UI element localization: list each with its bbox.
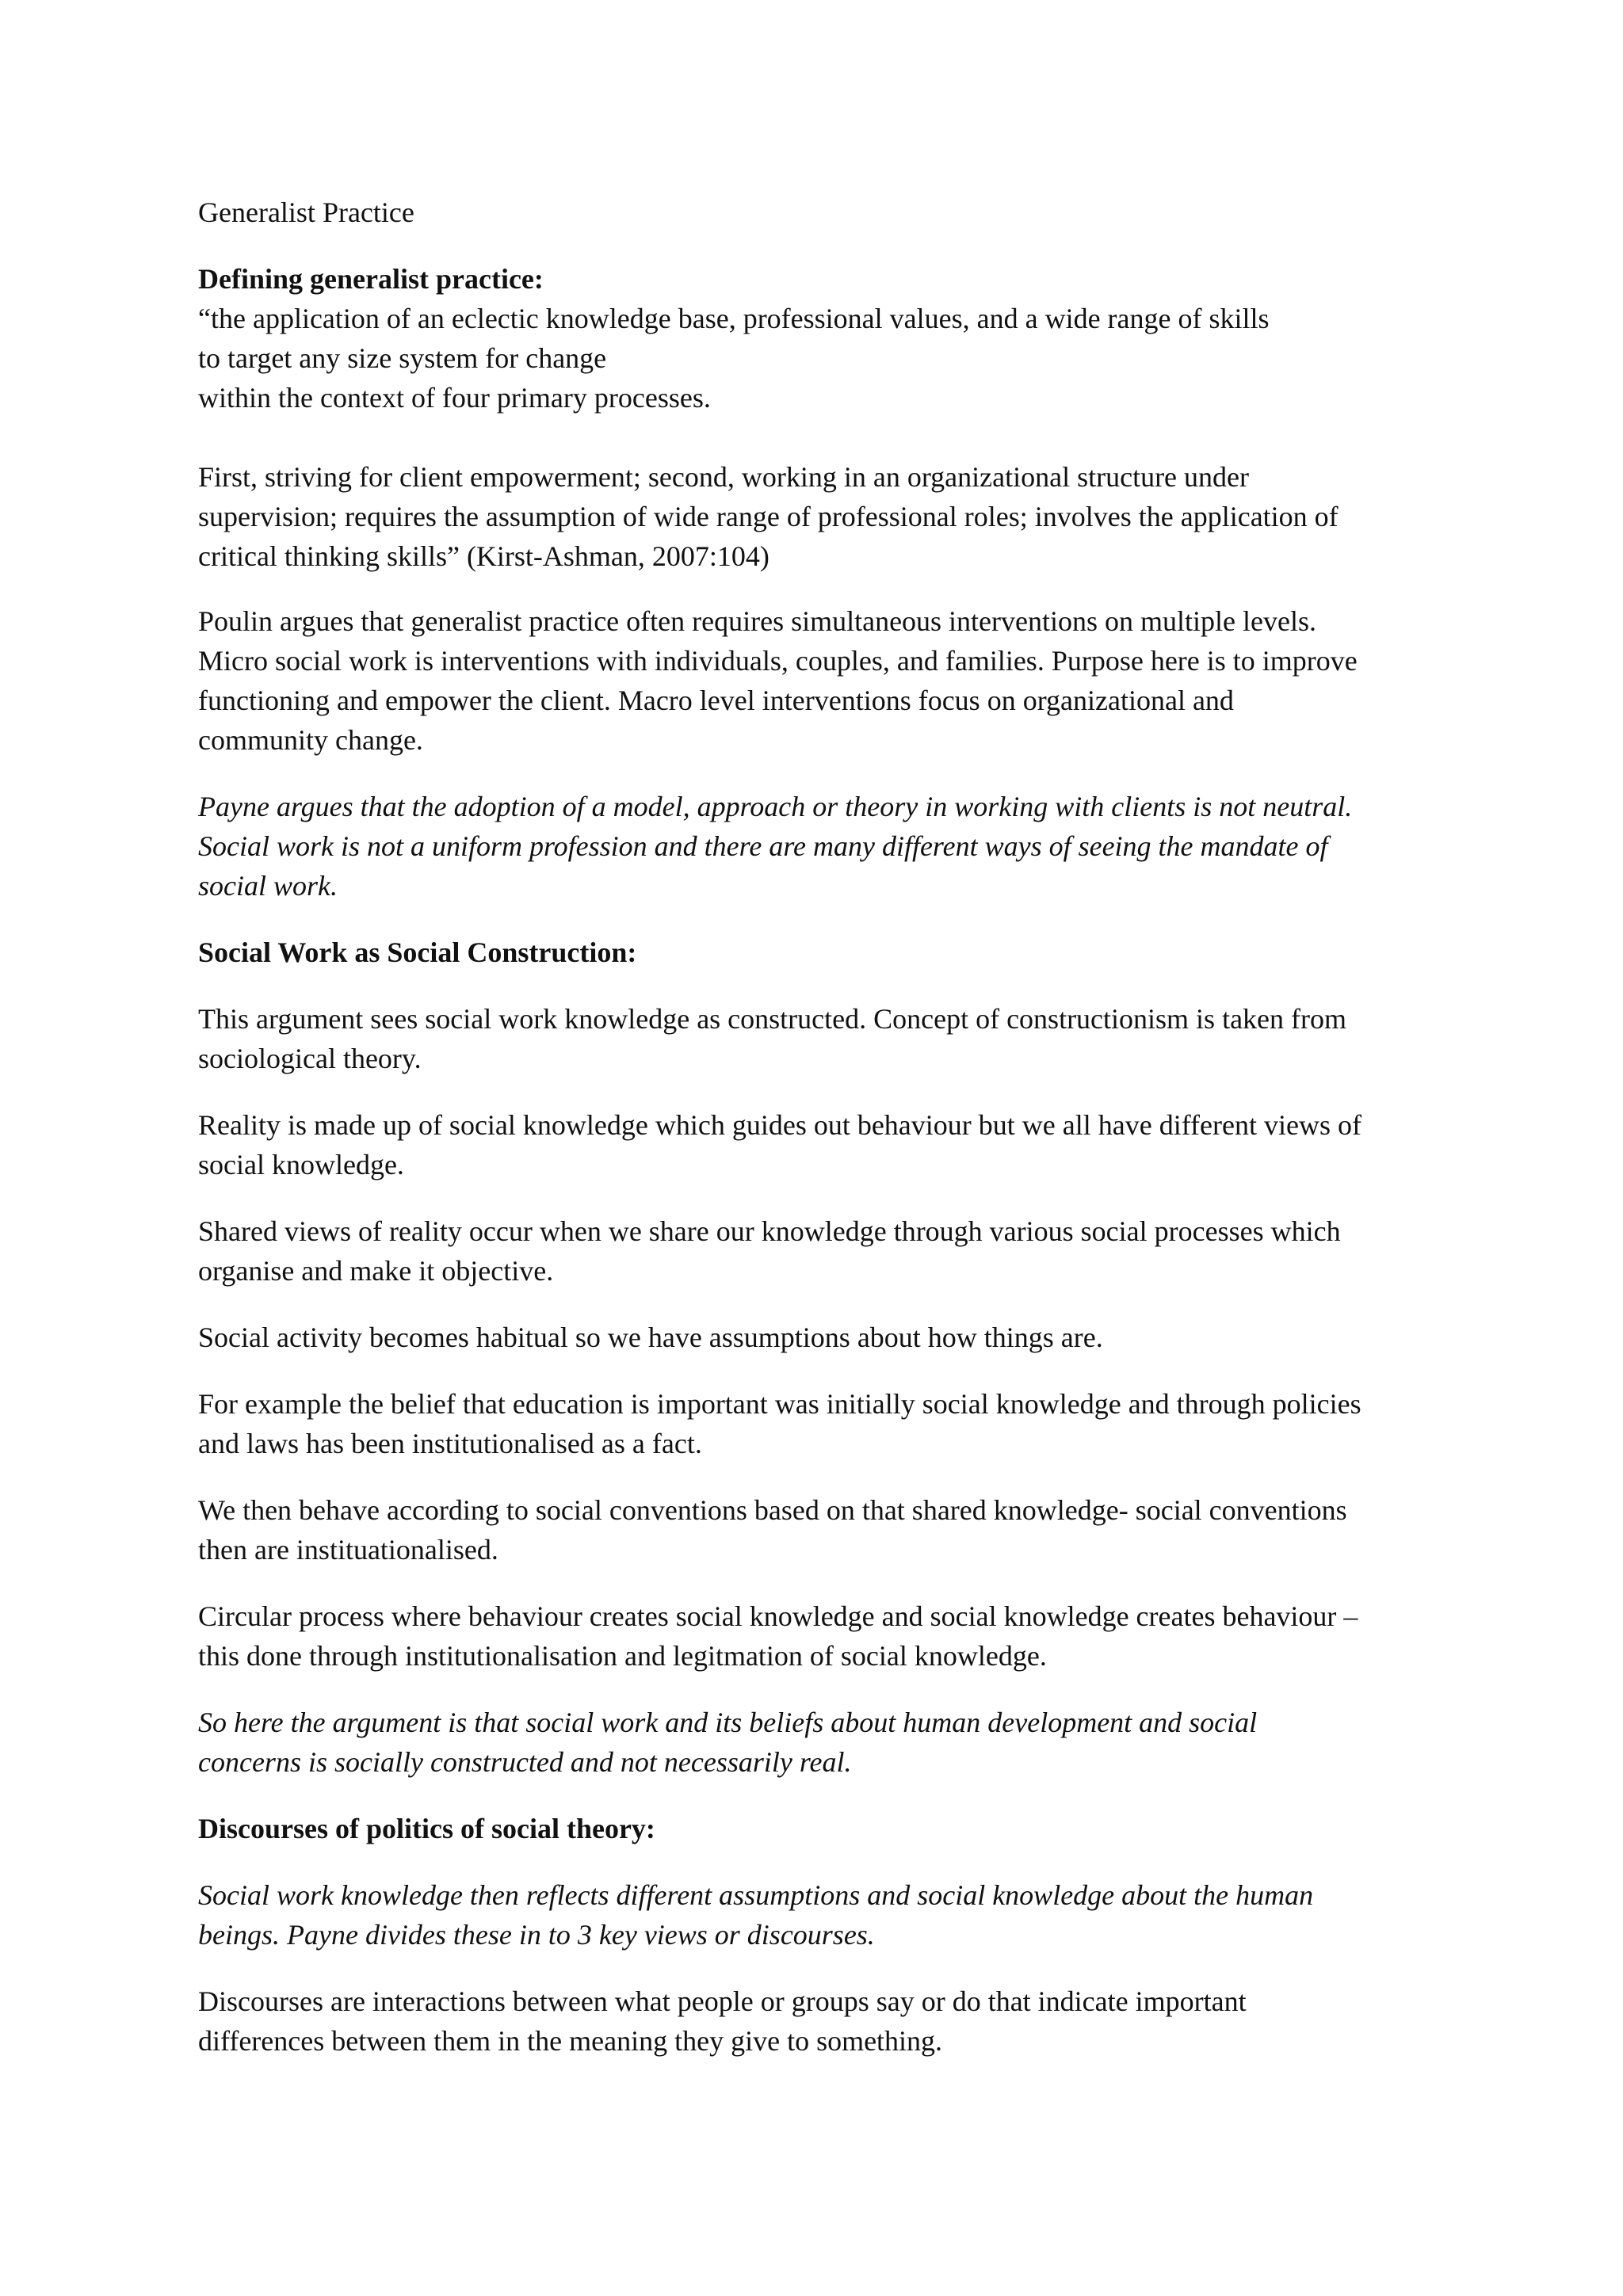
paragraph-line: Social work knowledge then reflects different assumptions and social knowledge about the human [198, 1879, 1314, 1911]
construction-paragraph [198, 1318, 1450, 1357]
document-body [198, 193, 1450, 2088]
document-title-text: Generalist Practice [198, 196, 414, 228]
section-heading-text: Discourses of politics of social theory: [198, 1813, 655, 1844]
discourses-italic-paragraph [198, 1875, 1450, 1955]
paragraph-line: sociological theory. [198, 1043, 422, 1074]
paragraph-line: functioning and empower the client. Macro level interventions focus on organizational and [198, 685, 1234, 716]
construction-paragraph [198, 1596, 1450, 1676]
paragraph-line: So here the argument is that social work and its beliefs about human development and social [198, 1707, 1258, 1738]
construction-paragraph [198, 1211, 1450, 1291]
definition-line: critical thinking skills” (Kirst-Ashman, 2007:104) [198, 540, 769, 572]
paragraph-line: differences between them in the meaning they give to something. [198, 2025, 943, 2057]
blank-line [198, 418, 1450, 457]
definition-line: to target any size system for change [198, 342, 607, 374]
construction-paragraph [198, 1105, 1450, 1184]
construction-paragraph [198, 999, 1450, 1078]
definition-line: “the application of an eclectic knowledge base, professional values, and a wide range of skills [198, 303, 1270, 334]
paragraph-line: social knowledge. [198, 1149, 404, 1180]
document-title [198, 193, 1450, 232]
defining-heading: Defining generalist practice: [198, 263, 544, 295]
paragraph-line: Social work is not a uniform profession and there are many different ways of seeing the mandate of [198, 830, 1328, 862]
poulin-paragraph [198, 601, 1450, 760]
paragraph-line: Reality is made up of social knowledge which guides out behaviour but we all have different views of [198, 1109, 1361, 1141]
paragraph-line: We then behave according to social conventions based on that shared knowledge- social conventions [198, 1494, 1347, 1526]
paragraph-line: and laws has been institutionalised as a fact. [198, 1428, 702, 1459]
paragraph-line: Shared views of reality occur when we share our knowledge through various social processes which [198, 1215, 1341, 1247]
payne-paragraph [198, 787, 1450, 906]
definition-line: within the context of four primary processes. [198, 382, 711, 414]
paragraph-line: this done through institutionalisation and legitmation of social knowledge. [198, 1640, 1047, 1672]
definition-paragraph [198, 259, 1450, 576]
paragraph-line: Discourses are interactions between what people or groups say or do that indicate important [198, 1985, 1247, 2017]
paragraph-line: social work. [198, 870, 338, 902]
paragraph-line: organise and make it objective. [198, 1255, 554, 1287]
paragraph-line: concerns is socially constructed and not necessarily real. [198, 1746, 852, 1778]
paragraph-line: Payne argues that the adoption of a model, approach or theory in working with clients is not neutral. [198, 791, 1353, 822]
section-heading-text: Social Work as Social Construction: [198, 936, 637, 968]
construction-italic-paragraph [198, 1703, 1450, 1782]
paragraph-line: Circular process where behaviour creates social knowledge and social knowledge creates behaviour – [198, 1600, 1358, 1632]
discourses-heading [198, 1809, 1450, 1848]
definition-line: First, striving for client empowerment; second, working in an organizational structure under [198, 461, 1250, 493]
discourses-paragraph [198, 1981, 1450, 2061]
construction-paragraph [198, 1384, 1450, 1463]
construction-paragraph [198, 1490, 1450, 1569]
paragraph-line: For example the belief that education is important was initially social knowledge and through policies [198, 1388, 1361, 1420]
paragraph-line: Poulin argues that generalist practice often requires simultaneous interventions on multiple levels. [198, 605, 1316, 637]
paragraph-line: This argument sees social work knowledge as constructed. Concept of constructionism is taken from [198, 1003, 1346, 1035]
paragraph-line: Social activity becomes habitual so we have assumptions about how things are. [198, 1322, 1103, 1353]
paragraph-line: beings. Payne divides these in to 3 key views or discourses. [198, 1919, 875, 1951]
construction-heading [198, 933, 1450, 972]
definition-line: supervision; requires the assumption of wide range of professional roles; involves the application of [198, 501, 1338, 532]
paragraph-line: then are instituationalised. [198, 1534, 498, 1566]
paragraph-line: community change. [198, 724, 423, 756]
paragraph-line: Micro social work is interventions with individuals, couples, and families. Purpose here is to improve [198, 645, 1358, 677]
